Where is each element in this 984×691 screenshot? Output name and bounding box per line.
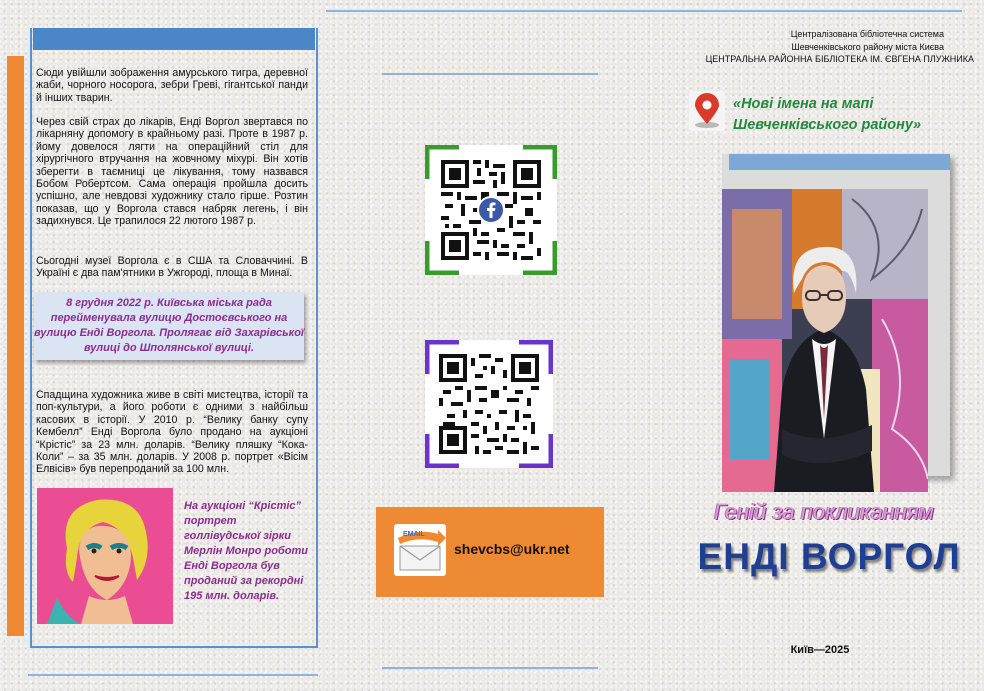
main-title: ЕНДІ ВОРГОЛ bbox=[697, 536, 961, 577]
museums-paragraph: Сьогодні музеї Воргола є в США та Словаччині. В Україні є два пам'ятники в Ужгороді, площа в Минаї. bbox=[36, 255, 308, 280]
org-line-3: ЦЕНТРАЛЬНА РАЙОННА БІБЛІОТЕКА ІМ. ЄВГЕНА ПЛУЖНИКА bbox=[705, 54, 974, 64]
city-year-footer: Київ—2025 bbox=[790, 644, 850, 656]
middle-divider-line-top bbox=[382, 73, 598, 75]
email-icon bbox=[394, 524, 446, 576]
organization-header bbox=[674, 28, 974, 66]
email-icon-label: EMAIL bbox=[403, 531, 425, 538]
facebook-icon bbox=[477, 196, 505, 224]
animals-paragraph: Сюди увійшли зображення амурського тигра, деревної жаби, чорного носорога, зебри Греві, гігантської панди й інших тварин. bbox=[36, 67, 308, 104]
org-line-1: Централізована бібліотечна система bbox=[790, 29, 944, 39]
email-address-link[interactable]: shevcbs@ukr.net bbox=[454, 541, 570, 557]
left-bottom-line bbox=[28, 674, 318, 676]
org-line-2: Шевченківського району міста Києва bbox=[791, 41, 944, 52]
series-title bbox=[733, 94, 921, 136]
map-pin-icon bbox=[689, 91, 725, 131]
legacy-paragraph: Спадщина художника живе в світі мистецтва, історії та поп-культури, а його роботи є одними з найбільш касових в історії. У 2010 р. “Велику банку супу Кембелл” Енді Воргола було продано на аукціоні “Крістіс” за 23 млн. доларів. “Велику пляшку “Кока-Коли” – за 35 млн. доларів. У 2008 р. портрет «Вісім Елвісів» був перепроданий за 100 млн. bbox=[36, 389, 308, 476]
street-rename-callout: 8 грудня 2022 р. Київська міська рада перейменувала вулицю Достоєвського на вулицю Енді Воргола. Пролягає від Захарівської вулиці до Шполянської вулиці. bbox=[34, 292, 304, 360]
middle-divider-line-bottom bbox=[382, 667, 598, 669]
top-divider-line bbox=[326, 10, 962, 12]
orange-side-bar bbox=[7, 56, 24, 636]
subtitle-text: Геній за покликанням bbox=[714, 499, 934, 524]
series-title-line-2: Шевченківського району» bbox=[733, 117, 922, 133]
website-qr-code[interactable] bbox=[425, 340, 553, 468]
left-panel-header-bar bbox=[33, 28, 315, 50]
marilyn-portrait-image bbox=[37, 488, 173, 624]
warhol-photo bbox=[722, 189, 928, 492]
marilyn-auction-caption: На аукціоні “Крістіс” портрет голлівудської зірки Мерлін Монро роботи Енді Воргола був проданий за рекордні 195 млн. доларів. bbox=[184, 500, 308, 602]
surgery-paragraph: Через свій страх до лікарів, Енді Воргол звертався по лікарняну допомогу в крайньому разі. Проте в 1987 р. йому довелося лягти на операційний стіл для хірургічного втручання на жовчному міхурі. Він хотів зберегти в таємниці це лікування, тому назвався Бобом Робертсом. Сама операція пройшла досить успішно, але невдовзі художнику стало гірше. Розтин показав, що у Воргола стався набряк легень, і він задихнувся. Це трапилося 22 лютого 1987 р. bbox=[36, 116, 308, 228]
facebook-qr-code[interactable] bbox=[425, 145, 557, 275]
photo-header-bar bbox=[729, 154, 950, 170]
series-title-line-1: «Нові імена на мапі bbox=[733, 96, 874, 112]
qr-pattern bbox=[439, 354, 539, 454]
